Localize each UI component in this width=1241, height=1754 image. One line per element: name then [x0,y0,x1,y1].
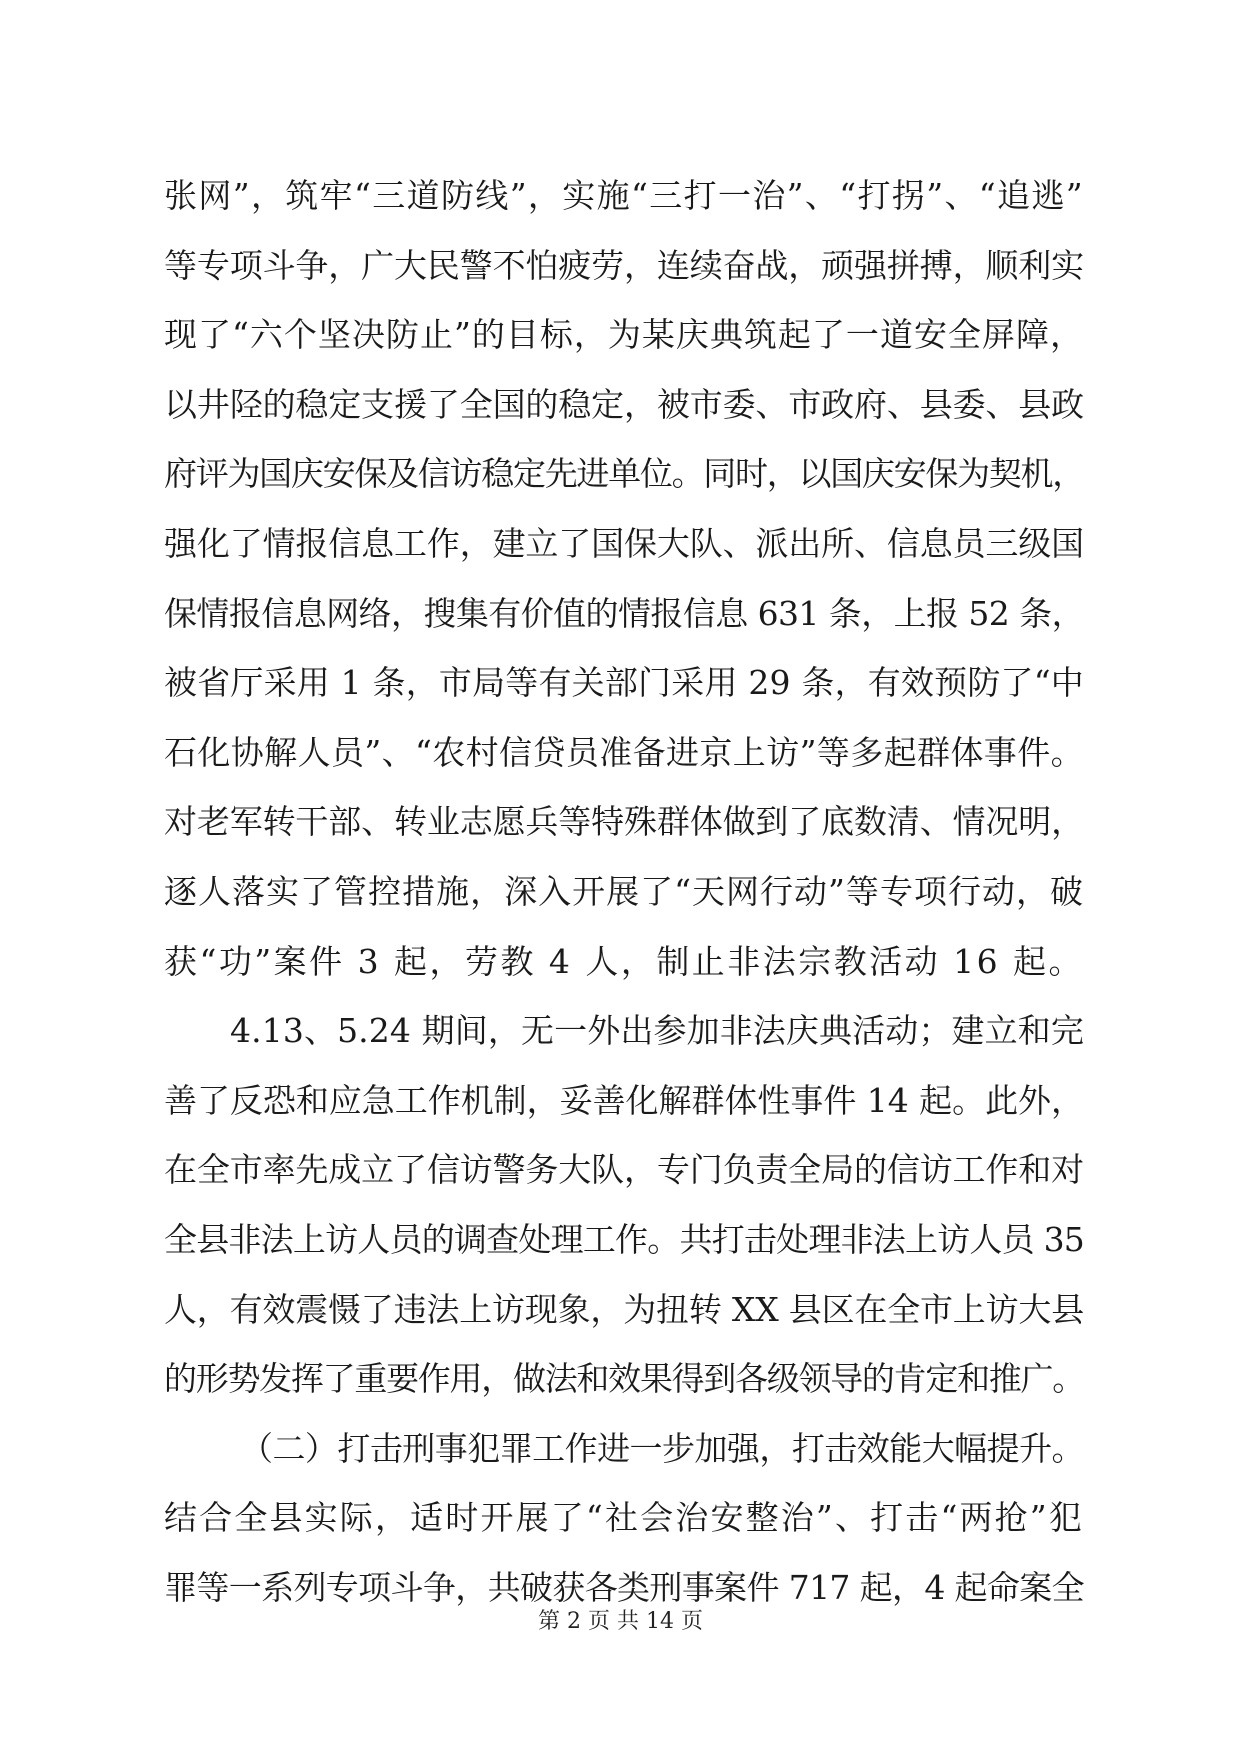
text-line: 善了反恐和应急工作机制，妥善化解群体性事件 14 起。此外， [164,1080,1084,1120]
text-line: 在全市率先成立了信访警务大队，专门负责全局的信访工作和对 [164,1150,1085,1190]
section-heading-line: （二）打击刑事犯罪工作进一步加强，打击效能大幅提升。 [240,1428,1085,1468]
text-line: 保情报信息网络，搜集有价值的情报信息 631 条，上报 52 条， [164,593,1084,633]
text-line: 罪等一系列专项斗争，共破获各类刑事案件 717 起，4 起命案全 [164,1568,1084,1607]
text-line: 全县非法上访人员的调查处理工作。共打击处理非法上访人员 35 [164,1220,1084,1259]
text-line: 结合全县实际，适时开展了“社会治安整治”、打击“两抢”犯 [164,1498,1084,1538]
text-line: 张网”，筑牢“三道防线”，实施“三打一治”、“打拐”、“追逃” [164,176,1084,215]
text-line: 被省厅采用 1 条，市局等有关部门采用 29 条，有效预防了“中 [164,663,1084,703]
text-line: 等专项斗争，广大民警不怕疲劳，连续奋战，顽强拼搏，顺利实 [164,245,1085,285]
text-line: 人，有效震慑了违法上访现象，为扭转 XX 县区在全市上访大县 [164,1289,1084,1329]
text-line: 石化协解人员”、“农村信贷员准备进京上访”等多起群体事件。 [164,732,1084,772]
text-line: 获“功”案件 3 起，劳教 4 人，制止非法宗教活动 16 起。 [164,941,1084,981]
page-footer: 第 2 页 共 14 页 [538,1609,703,1634]
text-line: 现了“六个坚决防止”的目标，为某庆典筑起了一道安全屏障， [164,315,1084,355]
text-line: 府评为国庆安保及信访稳定先进单位。同时，以国庆安保为契机， [164,454,1085,494]
text-line: 强化了情报信息工作，建立了国保大队、派出所、信息员三级国 [164,524,1085,563]
paragraph-start-line: 4.13、5.24 期间，无一外出参加非法庆典活动；建立和完 [230,1011,1084,1051]
text-line: 以井陉的稳定支援了全国的稳定，被市委、市政府、县委、县政 [164,384,1085,424]
text-line: 对老军转干部、转业志愿兵等特殊群体做到了底数清、情况明， [164,802,1085,842]
text-line: 逐人落实了管控措施，深入开展了“天网行动”等专项行动，破 [164,872,1084,911]
text-line: 的形势发挥了重要作用，做法和效果得到各级领导的肯定和推广。 [164,1359,1085,1399]
